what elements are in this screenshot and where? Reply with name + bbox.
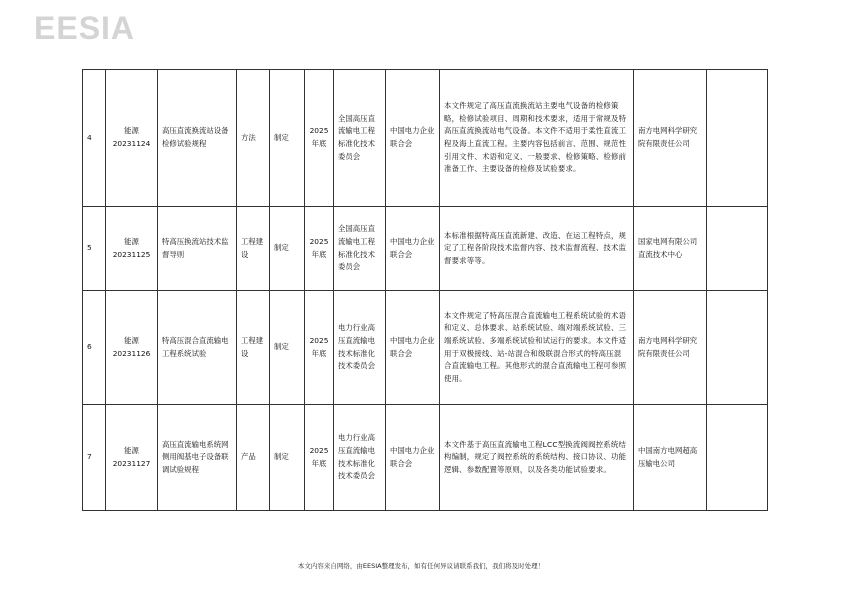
responsible-organization: 中国电力企业联合会 (386, 405, 440, 511)
technical-committee: 全国高压直流输电工程标准化技术委员会 (334, 207, 386, 291)
remarks-cell (707, 405, 768, 511)
completion-year: 2025 年底 (305, 405, 334, 511)
standard-name: 特高压换流站技术监督导则 (158, 207, 237, 291)
standard-name: 高压直流输电系统网侧用阀基电子设备联调试验规程 (158, 405, 237, 511)
revision-type: 制定 (270, 207, 305, 291)
responsible-organization: 中国电力企业联合会 (386, 207, 440, 291)
row-number: 7 (83, 405, 106, 511)
plan-code: 能源 20231124 (106, 70, 158, 207)
drafting-unit: 国家电网有限公司直流技术中心 (634, 207, 707, 291)
responsible-organization: 中国电力企业联合会 (386, 291, 440, 405)
table-row (83, 70, 768, 207)
drafting-unit: 南方电网科学研究院有限责任公司 (634, 70, 707, 207)
footer-note: 本文内容来自网络，由EESIA整理发布，如有任何异议请联系我们，我们将及时处理！ (297, 562, 545, 570)
row-number: 6 (83, 291, 106, 405)
technical-committee: 电力行业高压直流输电技术标准化技术委员会 (334, 291, 386, 405)
standard-name: 高压直流换流站设备检修试验规程 (158, 70, 237, 207)
eesia-logo: EESIA (34, 10, 136, 46)
completion-year: 2025 年底 (305, 70, 334, 207)
standard-name: 特高压混合直流输电工程系统试验 (158, 291, 237, 405)
standard-type: 产品 (237, 405, 270, 511)
standard-description: 本文件基于高压直流输电工程LCC型换流阀阀控系统结构编制，规定了阀控系统的系统结构、接口协议、功能逻辑、参数配置等原则，以及各类功能试验要求。 (440, 405, 634, 511)
standard-description: 本文件规定了高压直流换流站主要电气设备的检修策略，检修试验项目、周期和技术要求，适用于常规及特高压直流换流站电气设备。本文件不适用于柔性直流工程及海上直流工程。主要内容包括前言、范围、规范性引用文件、术语和定义、一般要求、检修策略、检修前准备工作、主要设备的检修及试验要求。 (440, 70, 634, 207)
revision-type: 制定 (270, 405, 305, 511)
drafting-unit: 南方电网科学研究院有限责任公司 (634, 291, 707, 405)
technical-committee: 电力行业高压直流输电技术标准化技术委员会 (334, 405, 386, 511)
table-row (83, 405, 768, 511)
plan-code: 能源 20231125 (106, 207, 158, 291)
row-number: 4 (83, 70, 106, 207)
row-number: 5 (83, 207, 106, 291)
table-row (83, 207, 768, 291)
standards-table (82, 69, 768, 511)
completion-year: 2025 年底 (305, 207, 334, 291)
plan-code: 能源 20231127 (106, 405, 158, 511)
drafting-unit: 中国南方电网超高压输电公司 (634, 405, 707, 511)
table-row (83, 291, 768, 405)
standard-description: 本标准根据特高压直流新建、改造、在运工程特点，规定了工程各阶段技术监督内容、技术监督流程、技术监督要求等等。 (440, 207, 634, 291)
revision-type: 制定 (270, 70, 305, 207)
remarks-cell (707, 70, 768, 207)
completion-year: 2025 年底 (305, 291, 334, 405)
plan-code: 能源 20231126 (106, 291, 158, 405)
technical-committee: 全国高压直流输电工程标准化技术委员会 (334, 70, 386, 207)
standard-description: 本文件规定了特高压混合直流输电工程系统试验的术语和定义、总体要求、站系统试验、端对端系统试验、三端系统试验、多端系统试验和试运行的要求。本文件适用于双极接线、站-站混合和级联混合形式的特高压混合直流输电工程。其他形式的混合直流输电工程可参照使用。 (440, 291, 634, 405)
remarks-cell (707, 207, 768, 291)
standard-type: 工程建设 (237, 291, 270, 405)
remarks-cell (707, 291, 768, 405)
standard-type: 工程建设 (237, 207, 270, 291)
standard-type: 方法 (237, 70, 270, 207)
responsible-organization: 中国电力企业联合会 (386, 70, 440, 207)
revision-type: 制定 (270, 291, 305, 405)
